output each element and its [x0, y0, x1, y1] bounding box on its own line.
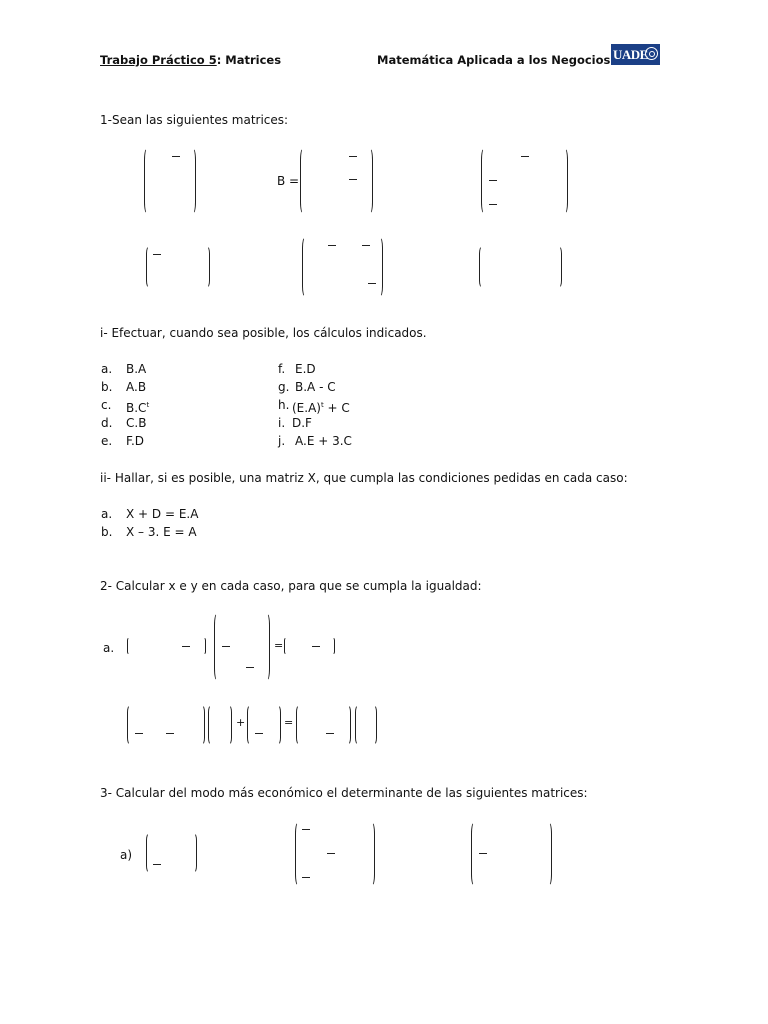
list-item-text: $B.C^t$: [126, 401, 150, 415]
title-suffix: : Matrices: [216, 53, 282, 67]
list-item-text: $(E.A)^t + C$: [292, 401, 350, 415]
list-item: b.: [101, 380, 113, 394]
list-item: j.: [278, 434, 286, 448]
list-item-text: F.D: [126, 434, 145, 448]
list-item: a.: [101, 362, 113, 376]
section3-title: 3- Calcular del modo más económico el determinante de las siguientes matrices:: [100, 786, 588, 800]
list-item: h.: [278, 398, 290, 412]
list-item: a.: [101, 507, 113, 521]
list-item-text: X + D = E.A: [126, 507, 199, 521]
list-item-text: X – 3. E = A: [126, 525, 197, 539]
plus-sign: +: [236, 716, 246, 729]
list-item: d.: [101, 416, 113, 430]
section1-intro: 1-Sean las siguientes matrices:: [100, 113, 289, 127]
list-item: g.: [278, 380, 290, 394]
title-prefix: Trabajo Práctico 5: [100, 53, 217, 67]
list-item-text: A.B: [126, 380, 147, 394]
list-item: f.: [278, 362, 286, 376]
equals-sign: =: [284, 716, 294, 729]
part-ii-title: ii- Hallar, si es posible, una matriz X, que cumpla las condiciones pedidas en cada caso:: [100, 471, 628, 485]
equals-sign: =: [274, 639, 284, 652]
list-item-text: B.A - C: [295, 380, 336, 394]
section2-title: 2- Calcular x e y en cada caso, para que se cumpla la igualdad:: [100, 579, 482, 593]
list-item-text: C.B: [126, 416, 147, 430]
uade-logo: [611, 44, 660, 65]
list-item-text: B.A: [126, 362, 147, 376]
list-item: i.: [278, 416, 286, 430]
list-item: b.: [101, 525, 113, 539]
matrix-b-label: B =: [277, 174, 300, 188]
list-item: e.: [101, 434, 113, 448]
logo-text: UADE: [613, 47, 648, 62]
list-item-text: E.D: [295, 362, 316, 376]
document-title: [100, 53, 281, 67]
list-item-text: D.F: [292, 416, 312, 430]
list-item: c.: [101, 398, 112, 412]
part-i-title: i- Efectuar, cuando sea posible, los cálculos indicados.: [100, 326, 427, 340]
seal-icon: [645, 47, 658, 60]
item-a-label: a): [120, 848, 133, 862]
course-name: Matemática Aplicada a los Negocios: [377, 53, 611, 67]
item-a-label: a.: [103, 641, 115, 655]
list-item-text: A.E + 3.C: [295, 434, 352, 448]
